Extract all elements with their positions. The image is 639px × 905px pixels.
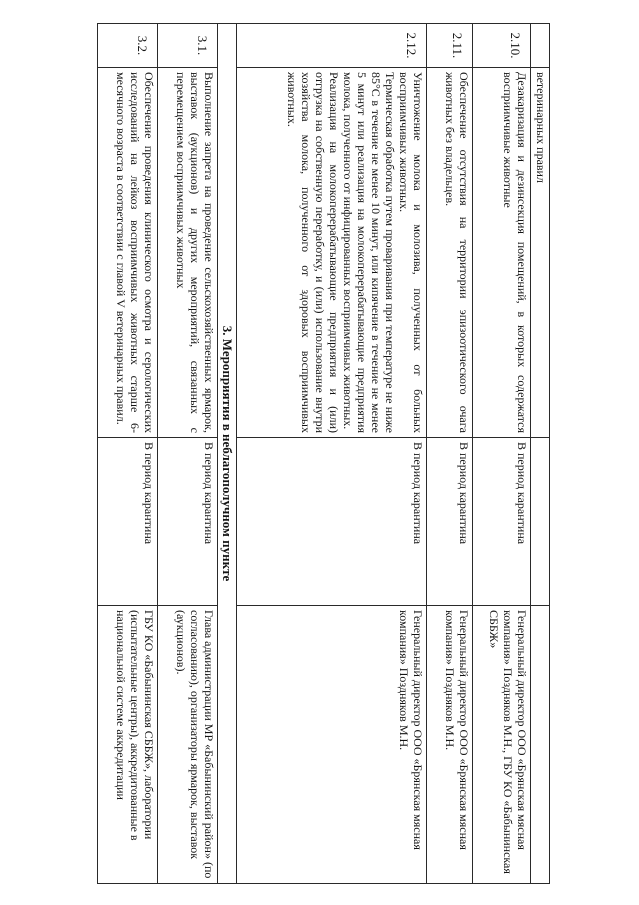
measure-text: Обеспечение проведения клинического осмотра и серологических исследований на лейкоз восприимчивых животных старше 6-месячного возраста в соответствии с главой V ветеринарных правил. xyxy=(97,67,157,437)
row-number: 2.11. xyxy=(426,23,472,67)
measure-text: Дезакаризация и дезинсекция помещений, в которых содержатся восприимчивые животные xyxy=(472,67,530,437)
period-text: В период карантина xyxy=(97,437,157,605)
measure-line: Уничтожение молока и молозива, полученных от больных восприимчивых животных. xyxy=(396,71,425,433)
period-text: В период карантина xyxy=(157,437,217,605)
section-title: 3. Мероприятия в неблагополучном пункте xyxy=(217,23,236,883)
measures-table xyxy=(97,23,550,884)
num-cell xyxy=(530,23,549,67)
table-row xyxy=(97,23,157,883)
continuation-text: ветеринарных правил xyxy=(530,67,549,437)
row-number: 3.1. xyxy=(157,23,217,67)
period-text: В период карантина xyxy=(426,437,472,605)
responsible-text: Генеральный директор ООО «Брянская мясная компания» Поздняков М.Н. xyxy=(426,605,472,883)
section-row xyxy=(217,23,236,883)
measure-text: Выполнение запрета на проведение сельскохозяйственных ярмарок, выставок (аукционов) и других мероприятий, связанных с перемещением восприимчивых животных xyxy=(157,67,217,437)
period-text: В период карантина xyxy=(472,437,530,605)
rotated-page xyxy=(90,23,550,883)
row-number: 2.10. xyxy=(472,23,530,67)
continuation-row xyxy=(530,23,549,883)
table-row xyxy=(157,23,217,883)
when-cell xyxy=(530,437,549,605)
responsible-text: Глава администрации МР «Бабынинский район» (по согласованию), организаторы ярмарок, выставок (аукционов). xyxy=(157,605,217,883)
measure-line: Реализация на молокоперерабатывающие предприятия и (или) отгрузка на собственную переработку, и (или) использование внутри хозяйства молока, полученного от здоровых восприимчивых животных. xyxy=(284,71,341,433)
table-row xyxy=(236,23,426,883)
responsible-text: Генеральный директор ООО «Брянская мясная компания» Поздняков М.Н. xyxy=(236,605,426,883)
measure-text xyxy=(236,67,426,437)
row-number: 2.12. xyxy=(236,23,426,67)
responsible-text: ГБУ КО «Бабынинская СББЖ», лаборатории (испытательные центры), аккредитованные в национальной системе аккредитации xyxy=(97,605,157,883)
table-row xyxy=(472,23,530,883)
period-text: В период карантина xyxy=(236,437,426,605)
who-cell xyxy=(530,605,549,883)
table-row xyxy=(426,23,472,883)
row-number: 3.2. xyxy=(97,23,157,67)
measure-line: Термическая обработка путем проваривания при температуре не ниже 85°C в течение не менее 10 минут, или кипячение в течение не менее 5 минут или реализация на молокоперерабатывающие предприятия молока, полученного от инфицированных восприимчивых животных. xyxy=(340,71,397,433)
responsible-text: Генеральный директор ООО «Брянская мясная компания» Поздняков М.Н., ГБУ КО «Бабынинская СББЖ» xyxy=(472,605,530,883)
measure-text: Обеспечение отсутствия на территории эпизоотического очага животных без владельцев. xyxy=(426,67,472,437)
